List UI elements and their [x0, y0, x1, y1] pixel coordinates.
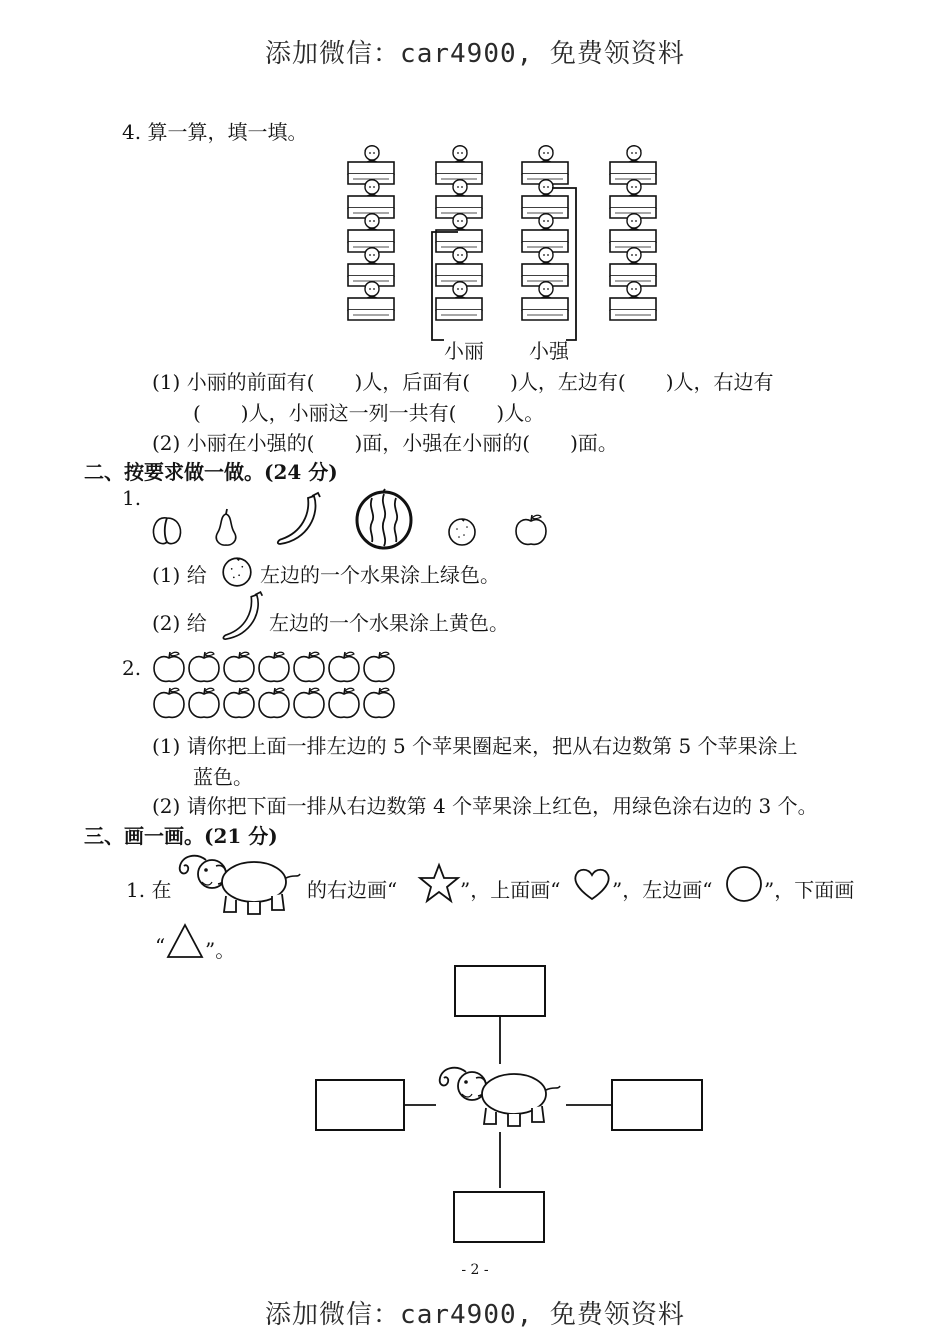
apple-icon	[514, 512, 548, 548]
elephant-icon	[440, 1068, 560, 1126]
section-3-q1-text-right: 的右边画“	[307, 878, 398, 902]
section-3-q1-close-quote: ”。	[205, 938, 236, 962]
watermark-top: 添加微信：car4900, 免费领资料	[265, 39, 685, 69]
drawing-box-bottom[interactable]	[454, 1192, 544, 1242]
orange-icon	[446, 515, 478, 547]
section-2-q1-part-1-prefix: (1) 给	[152, 563, 207, 587]
drawing-diagram	[310, 962, 710, 1247]
apple-row-top	[154, 652, 394, 681]
apple-row-bottom	[154, 688, 394, 717]
section-2-title: 二、按要求做一做。(24 分)	[84, 460, 338, 484]
drawing-box-right[interactable]	[612, 1080, 702, 1130]
banana-icon	[272, 492, 324, 548]
section-2-q2-number: 2.	[122, 656, 142, 680]
section-3-q1-prefix: 1. 在	[126, 878, 172, 902]
classroom-seating-figure	[340, 140, 680, 355]
section-2-q2-part-2: (2) 请你把下面一排从右边数第 4 个苹果涂上红色，用绿色涂右边的 3 个。	[152, 794, 818, 818]
apple-rows	[152, 650, 402, 724]
page-number: - 2 -	[461, 1262, 489, 1278]
pear-icon	[210, 508, 242, 548]
section-2-q1-part-1-text: 左边的一个水果涂上绿色。	[260, 563, 500, 587]
question-4-part-2: (2) 小丽在小强的( )面，小强在小丽的( )面。	[152, 431, 618, 455]
star-icon	[418, 862, 460, 904]
watermark-bottom: 添加微信：car4900, 免费领资料	[265, 1300, 685, 1330]
elephant-icon	[176, 850, 306, 920]
circle-icon	[724, 864, 764, 904]
section-3-title: 三、画一画。(21 分)	[84, 824, 278, 848]
section-2-q2-part-1-line-2: 蓝色。	[193, 765, 253, 789]
label-xiaoqiang: 小强	[529, 339, 569, 363]
section-2-q1-part-2-text: 左边的一个水果涂上黄色。	[269, 611, 509, 635]
orange-icon	[220, 554, 254, 588]
section-3-q1-text-left: ”，左边画“	[612, 878, 713, 902]
section-2-q1-part-2-prefix: (2) 给	[152, 611, 207, 635]
label-xiaoli: 小丽	[444, 339, 484, 363]
drawing-box-left[interactable]	[316, 1080, 404, 1130]
section-2-q1-number: 1.	[122, 486, 142, 510]
triangle-icon	[165, 922, 205, 960]
watermelon-icon	[354, 488, 414, 550]
question-4-part-1-line-2: ( )人，小丽这一列一共有( )人。	[193, 401, 545, 425]
heart-icon	[572, 866, 612, 902]
peach-icon	[150, 512, 184, 548]
drawing-box-top[interactable]	[455, 966, 545, 1016]
section-3-q1-open-quote: “	[155, 934, 166, 958]
question-4-part-1-line-1: (1) 小丽的前面有( )人，后面有( )人，左边有( )人，右边有	[152, 370, 774, 394]
section-2-q2-part-1-line-1: (1) 请你把上面一排左边的 5 个苹果圈起来，把从右边数第 5 个苹果涂上	[152, 734, 798, 758]
section-3-q1-text-top: ”，上面画“	[460, 878, 561, 902]
banana-icon	[218, 590, 266, 644]
section-3-q1-text-bottom: ”，下面画	[764, 878, 855, 902]
question-4-title: 4. 算一算，填一填。	[122, 120, 308, 144]
